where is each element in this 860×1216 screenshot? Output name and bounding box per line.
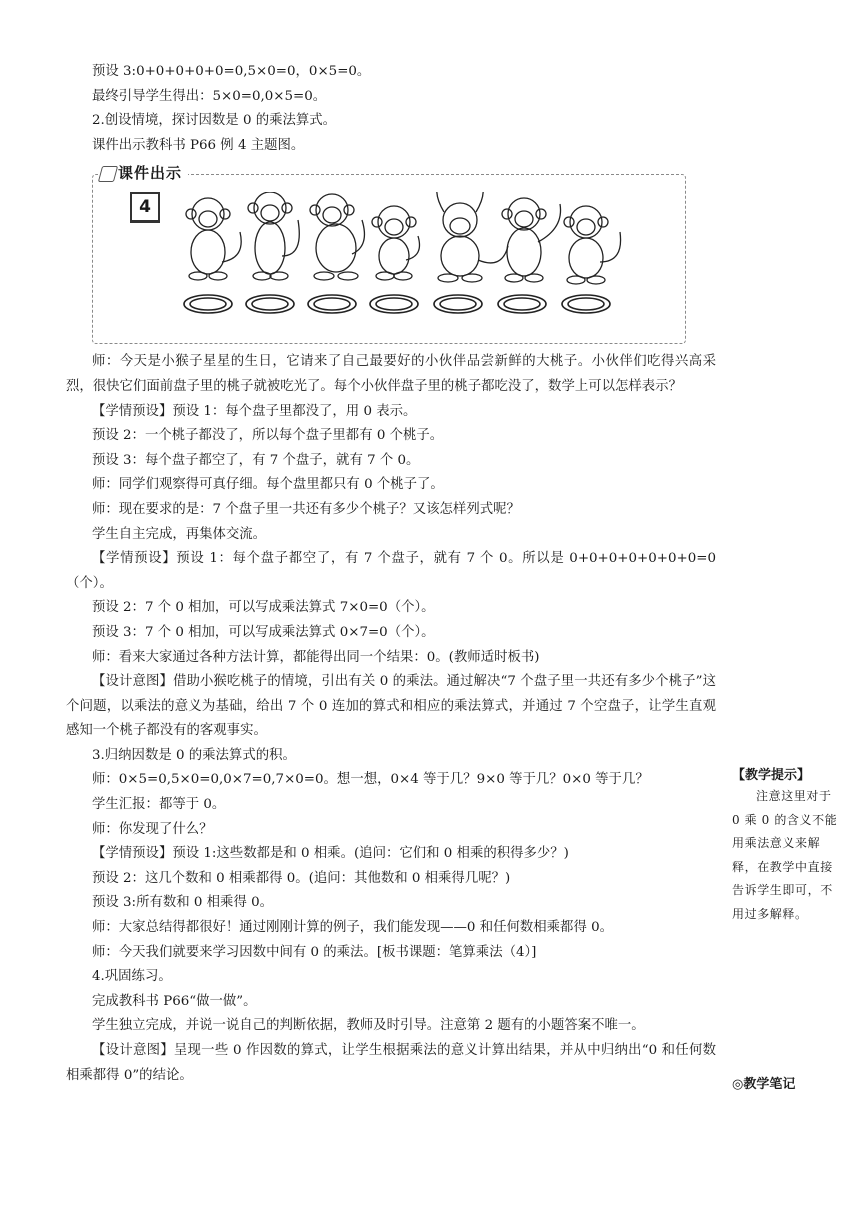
paragraph: 师：0×5=0,5×0=0,0×7=0,7×0=0。想一想，0×4 等于几？9×0 等于几？0×0 等于几？: [92, 772, 649, 788]
monkeys-illustration: [178, 192, 648, 322]
example-number-badge: 4: [130, 192, 160, 223]
empty-plates: [184, 295, 610, 313]
monkey-icon: [372, 206, 420, 280]
paragraph: 师：现在要求的是：7 个盘子里一共还有多少个桃子？又该怎样列式呢？: [92, 501, 520, 517]
paragraph: 师：同学们观察得可真仔细。每个盘里都只有 0 个桃子了。: [92, 477, 444, 493]
paragraph: 师：今天是小猴子星星的生日，它请来了自己最要好的小伙伴品尝新鲜的大桃子。小伙伴们吃得兴高采烈，很快它们面前盘子里的桃子就被吃光了。每个小伙伴盘子里的桃子都吃没了，数学上可以怎样表示？: [66, 354, 716, 394]
figure-title: 课件出示: [98, 162, 188, 183]
design-intent-paragraph: 【设计意图】呈现一些 0 作因数的算式，让学生根据乘法的意义计算出结果，并从中归纳出“0 和任何数相乘都得 0”的结论。: [66, 1043, 716, 1083]
section-heading: 3.归纳因数是 0 的乘法算式的积。: [92, 747, 296, 763]
paragraph: 预设 3：每个盘子都空了，有 7 个盘子，就有 7 个 0。: [92, 452, 420, 468]
lesson-body: [66, 60, 716, 1088]
courseware-figure: [92, 164, 688, 346]
design-intent-paragraph: 【设计意图】借助小猴吃桃子的情境，引出有关 0 的乘法。通过解决“7 个盘子里一共还有多少个桃子”这个问题，以乘法的意义为基础，给出 7 个 0 连加的算式和相应的乘法算式，并通过 7 个空盘子，让学生直观感知一个桃子都没有的客观事实。: [66, 674, 716, 739]
paragraph: 【学情预设】预设 1：每个盘子都空了，有 7 个盘子，就有 7 个 0。所以是 0+0+0+0+0+0+0=0（个）。: [66, 551, 716, 591]
monkey-icon: [186, 198, 241, 280]
paragraph: 预设 3：7 个 0 相加，可以写成乘法算式 0×7=0（个）。: [92, 624, 435, 640]
paragraph: 最终引导学生得出：5×0=0,0×5=0。: [92, 88, 327, 104]
section-heading: 4.巩固练习。: [92, 969, 172, 985]
paragraph: 师：看来大家通过各种方法计算，都能得出同一个结果：0。(教师适时板书): [92, 649, 540, 665]
monkey-icon: [437, 192, 508, 282]
teaching-tip-title: 【教学提示】: [732, 768, 811, 783]
monkey-icon: [502, 198, 561, 282]
paragraph: 师：大家总结得都很好！通过刚刚计算的例子，我们能发现——0 和任何数相乘都得 0。: [92, 920, 614, 936]
paragraph: 【学情预设】预设 1:这些数都是和 0 相乘。(追问：它们和 0 相乘的积得多少？): [92, 846, 569, 862]
teaching-notes-title: ◎教学笔记: [732, 1077, 796, 1092]
teaching-tip-text: 注意这里对于 0 乘 0 的含义不能用乘法意义来解释，在教学中直接告诉学生即可，不用过多解释。: [732, 789, 838, 921]
paragraph: 【学情预设】预设 1：每个盘子里都没了，用 0 表示。: [92, 403, 417, 419]
paragraph: 课件出示教科书 P66 例 4 主题图。: [92, 137, 305, 153]
monkey-icon: [564, 206, 621, 284]
section-heading: 2.创设情境，探讨因数是 0 的乘法算式。: [92, 113, 337, 129]
monkey-icon: [248, 192, 299, 280]
paragraph: 学生汇报：都等于 0。: [92, 797, 226, 813]
paragraph: 预设 2：这几个数和 0 相乘都得 0。(追问：其他数和 0 相乘得几呢？): [92, 870, 511, 886]
paragraph: 预设 3:所有数和 0 相乘得 0。: [92, 895, 274, 911]
paragraph: 师：今天我们就要来学习因数中间有 0 的乘法。[板书课题：笔算乘法（4）]: [92, 944, 537, 960]
monkey-icon: [310, 194, 364, 280]
paragraph: 师：你发现了什么？: [92, 821, 213, 837]
teaching-notes-sidebar: [732, 1073, 795, 1092]
teaching-tip-sidebar: [732, 764, 844, 926]
paragraph: 预设 2：一个桃子都没了，所以每个盘子里都有 0 个桃子。: [92, 428, 444, 444]
paragraph: 完成教科书 P66“做一做”。: [92, 993, 257, 1009]
paragraph: 预设 2：7 个 0 相加，可以写成乘法算式 7×0=0（个）。: [92, 600, 435, 616]
paragraph: 预设 3:0+0+0+0+0=0,5×0=0，0×5=0。: [92, 64, 371, 79]
paragraph: 学生独立完成，并说一说自己的判断依据，教师及时引导。注意第 2 题有的小题答案不唯一。: [92, 1018, 645, 1034]
paragraph: 学生自主完成，再集体交流。: [92, 526, 267, 542]
